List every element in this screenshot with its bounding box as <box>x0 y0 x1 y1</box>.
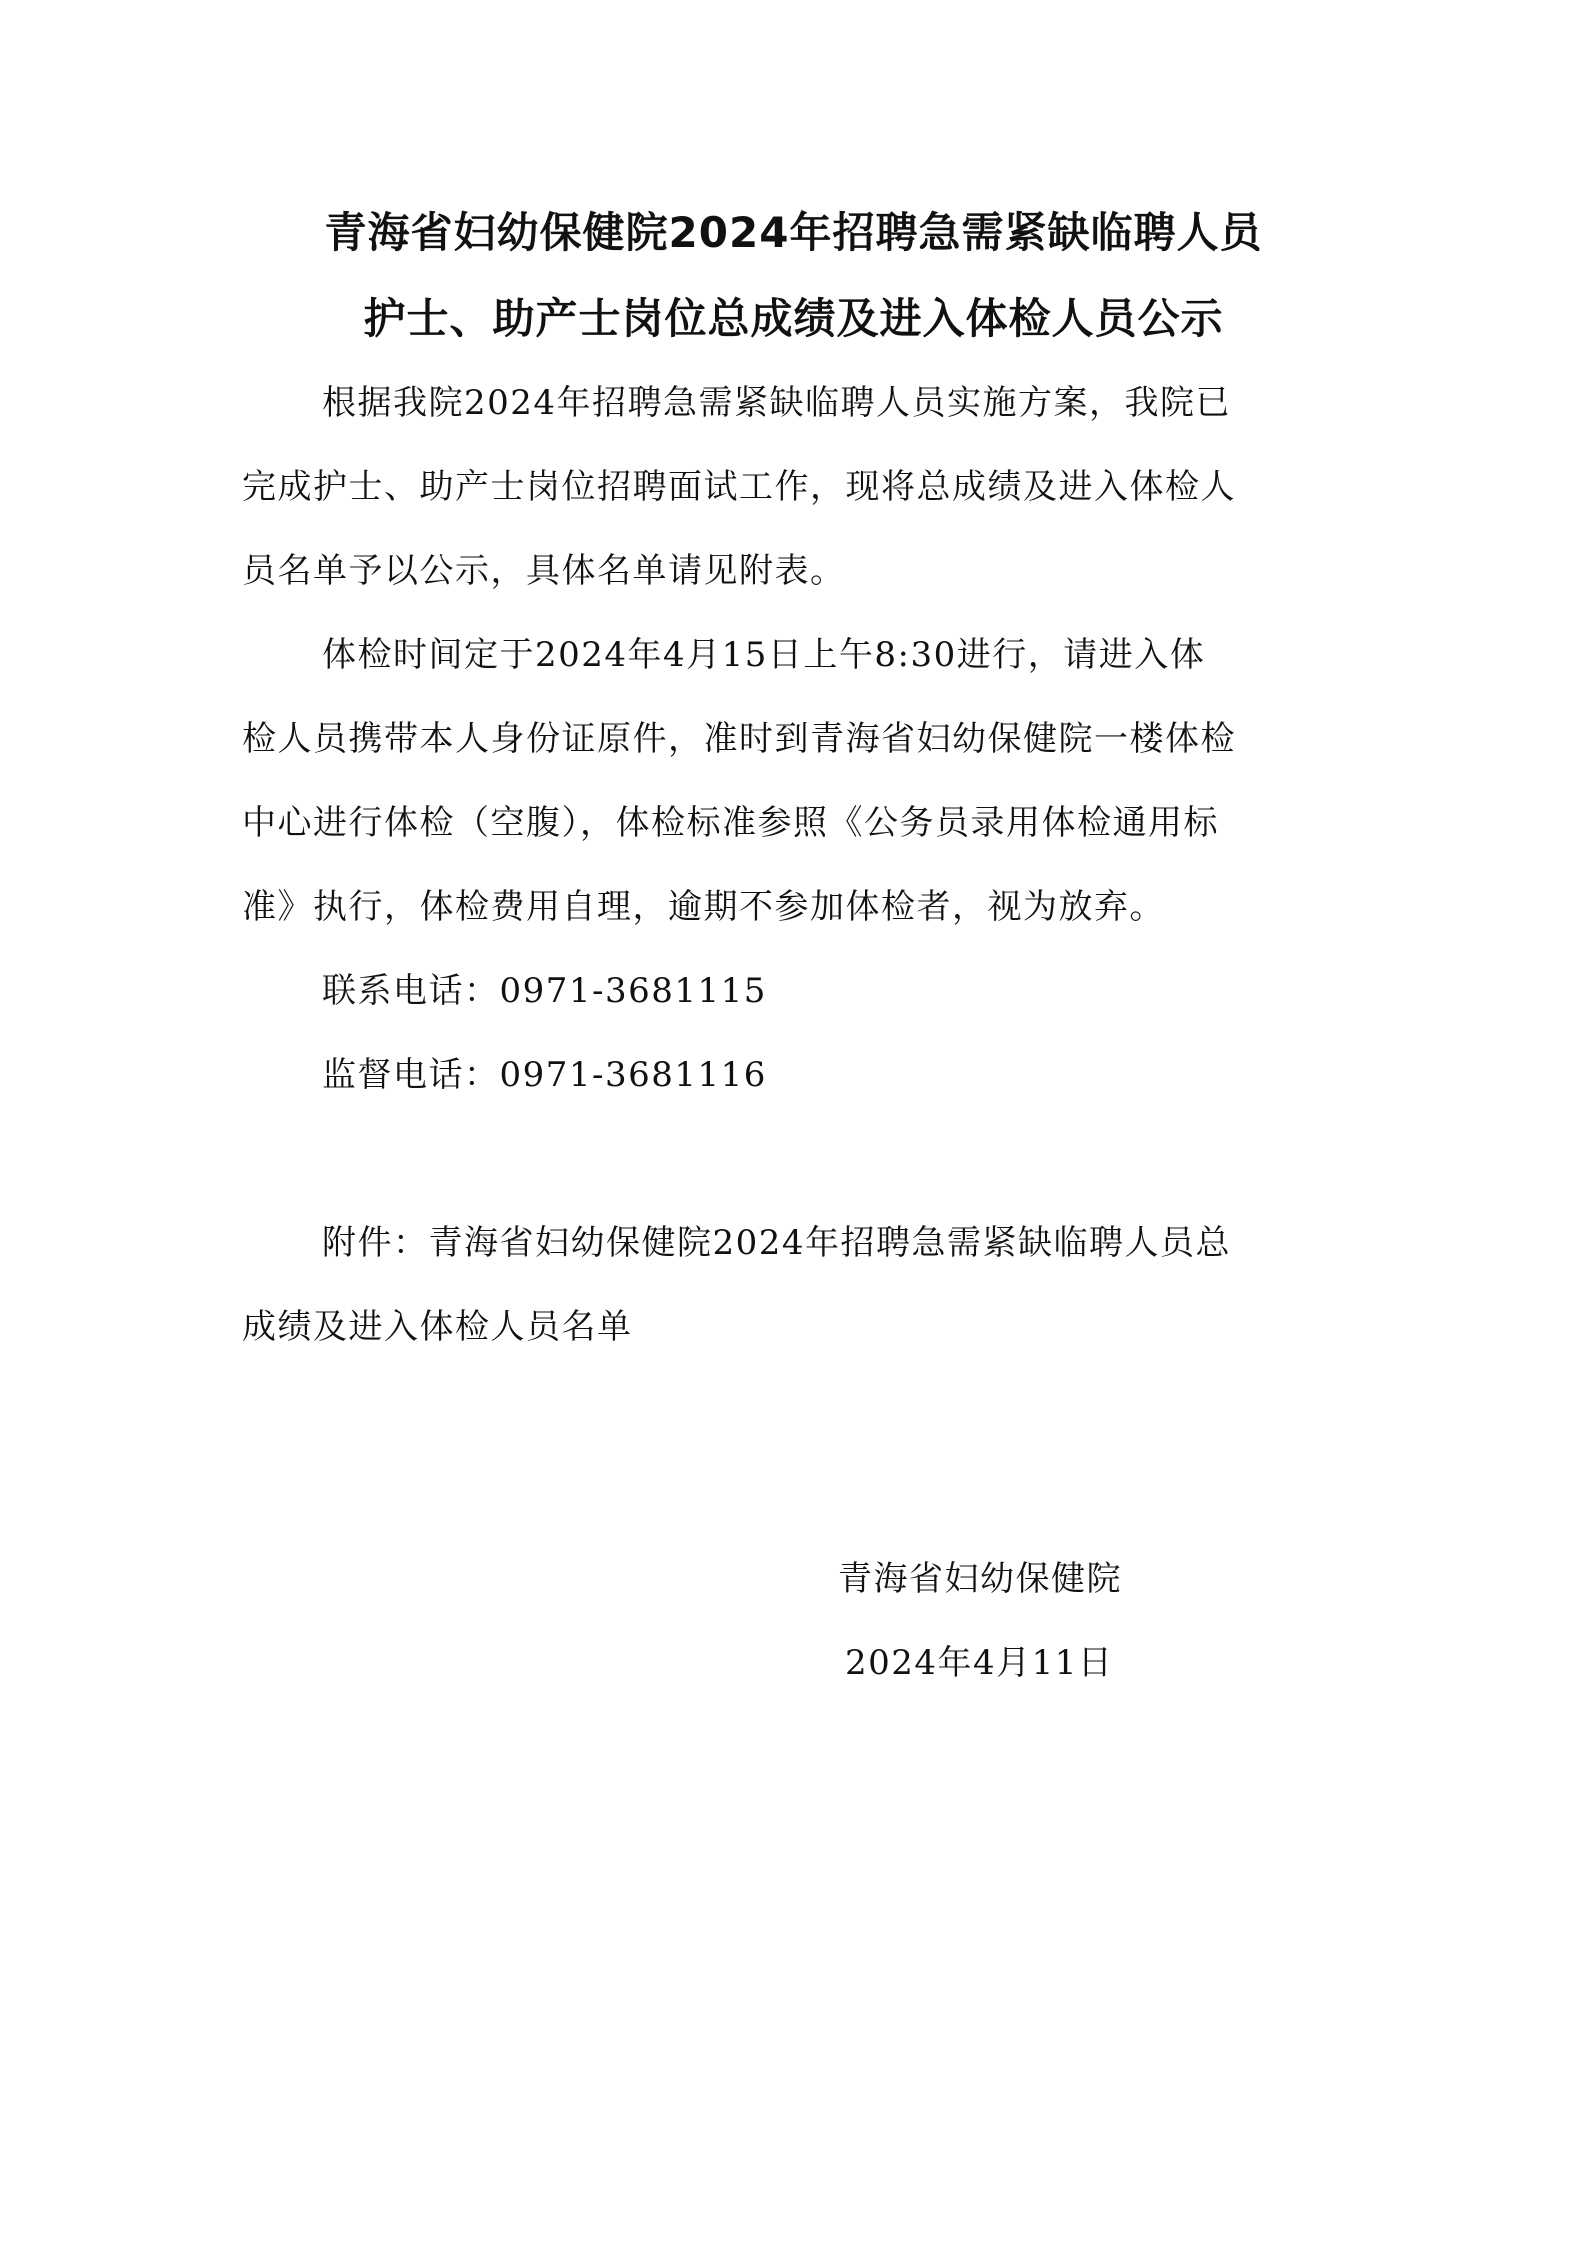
document-title-line-2: 护士、助产士岗位总成绩及进入体检人员公示 <box>363 294 1224 343</box>
paragraph-1-line-2: 完成护士、助产士岗位招聘面试工作，现将总成绩及进入体检人 <box>242 467 1236 507</box>
attachment-line-1: 附件：青海省妇幼保健院2024年招聘急需紧缺临聘人员总 <box>322 1223 1232 1263</box>
contact-phone: 联系电话：0971-3681115 <box>322 971 767 1011</box>
paragraph-1-line-3: 员名单予以公示，具体名单请见附表。 <box>242 551 846 591</box>
paragraph-2-line-2: 检人员携带本人身份证原件，准时到青海省妇幼保健院一楼体检 <box>242 719 1236 759</box>
attachment-line-2: 成绩及进入体检人员名单 <box>242 1307 633 1347</box>
paragraph-2-line-1: 体检时间定于2024年4月15日上午8:30进行，请进入体 <box>322 635 1206 675</box>
signature-organization: 青海省妇幼保健院 <box>838 1559 1122 1599</box>
signature-date: 2024年4月11日 <box>845 1643 1114 1683</box>
supervision-phone: 监督电话：0971-3681116 <box>322 1055 767 1095</box>
document-title-line-1: 青海省妇幼保健院2024年招聘急需紧缺临聘人员 <box>324 208 1263 257</box>
paragraph-1-line-1: 根据我院2024年招聘急需紧缺临聘人员实施方案，我院已 <box>322 383 1232 423</box>
paragraph-2-line-3: 中心进行体检（空腹），体检标准参照《公务员录用体检通用标 <box>242 803 1219 843</box>
paragraph-2-line-4: 准》执行，体检费用自理，逾期不参加体检者，视为放弃。 <box>242 887 1165 927</box>
